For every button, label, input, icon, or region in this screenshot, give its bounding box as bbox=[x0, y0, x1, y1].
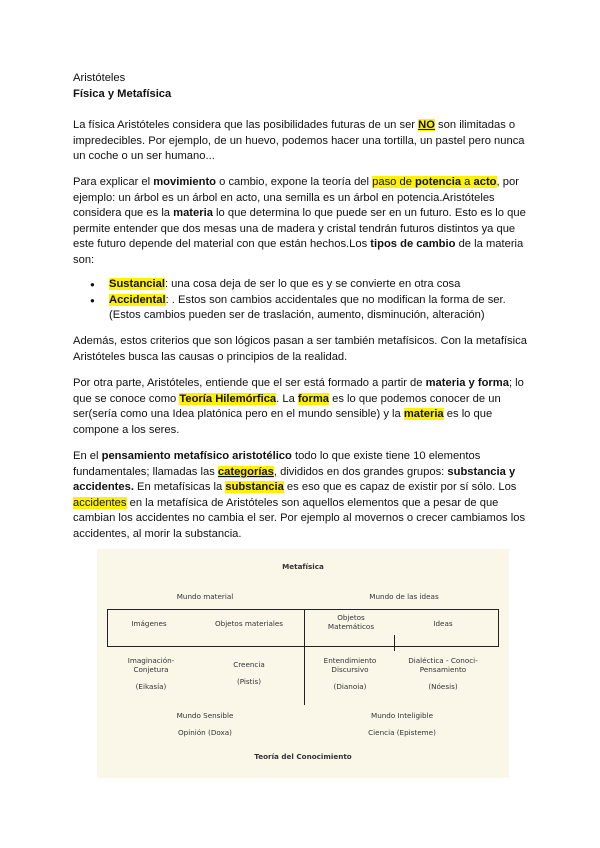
list-item bbox=[73, 293, 528, 324]
cell-dianoia-l2: Discursivo bbox=[331, 665, 369, 674]
cell-noesis-l2: Pensamiento bbox=[419, 665, 467, 674]
text-run: En metafísicas la bbox=[133, 481, 226, 494]
bold-acto: acto bbox=[473, 176, 497, 188]
text-run: La física Aristóteles considera que las posibilidades futuras de un ser bbox=[73, 119, 419, 131]
bold-movimiento: movimiento bbox=[153, 176, 217, 188]
text-run: es lo que podemos conocer de un ser(sería como una Idea platónica pero en el mundo sensible) y la bbox=[73, 392, 501, 421]
bold-potencia: potencia bbox=[415, 176, 462, 188]
term-accidental: Accidental bbox=[109, 293, 166, 306]
knowledge-theory-diagram bbox=[97, 549, 509, 778]
label-opinion-doxa: Opinión (Doxa) bbox=[178, 728, 232, 737]
divider-tick bbox=[394, 635, 395, 651]
highlight-substancia: substancia bbox=[225, 481, 284, 494]
text-run: todo lo que existe tiene 10 elementos fundamentales; llamadas las bbox=[73, 450, 481, 478]
text-run: de la materia son: bbox=[73, 238, 524, 266]
text-run: Para explicar el bbox=[73, 176, 154, 188]
cell-eikasia-l2: Conjetura bbox=[133, 665, 169, 674]
text-run: ; lo que se conoce como bbox=[73, 377, 524, 405]
text-run: lo que determina lo que puede ser en un futuro. Esto es lo que permite entender que dos mesas una de madera y cristal tendrán futuros distintos ya que este futuro depende del material con que están hechos.Los bbox=[73, 207, 526, 251]
highlight-teoria-hilemorfica: Teoría Hilemórfica bbox=[179, 392, 277, 405]
label-mundo-material: Mundo material bbox=[176, 592, 234, 601]
bold-pensamiento-metafisico: pensamiento metafísico aristotélico bbox=[101, 450, 292, 462]
author-line: Aristóteles bbox=[73, 72, 126, 84]
divider-center bbox=[304, 609, 305, 705]
text-run: a bbox=[461, 176, 474, 188]
text-run: : una cosa deja de ser lo que es y se convierte en otra cosa bbox=[164, 278, 461, 290]
document-title: Física y Metafísica bbox=[73, 88, 172, 100]
cell-dianoia-l1: Entendimiento bbox=[323, 656, 377, 665]
text-run: paso de bbox=[372, 176, 416, 188]
text-run: en la metafísica de Aristóteles son aquellos elementos que a pesar de que cambian los accidentes no cambia el ser. Por ejemplo al movernos o crecer cambiamos los accidentes, al morir la substancia. bbox=[73, 496, 526, 540]
text-run: : . Estos son cambios accidentales que no modifican la forma de ser. (Estos cambios pueden ser de traslación, aumento, disminución, alteración) bbox=[109, 293, 506, 322]
cell-objetos-matematicos: Objetos Matemáticos bbox=[327, 613, 375, 631]
cell-eikasia-l1: Imaginación- bbox=[127, 656, 175, 665]
term-sustancial: Sustancial bbox=[109, 278, 165, 290]
cell-eikasia-l3: (Eikasía) bbox=[135, 682, 167, 691]
highlight-paso bbox=[372, 176, 496, 188]
divider-middle bbox=[107, 646, 499, 647]
cell-imagenes: Imágenes bbox=[131, 619, 167, 628]
bold-materia: materia bbox=[173, 207, 213, 220]
highlight-no: NO bbox=[418, 119, 435, 131]
text-run: , divididos en dos grandes grupos: bbox=[273, 465, 448, 478]
divider-left-end bbox=[107, 609, 108, 646]
label-mundo-inteligible: Mundo Inteligible bbox=[370, 711, 434, 720]
text-run: o cambio, expone la teoría del bbox=[216, 176, 373, 188]
label-ciencia-episteme: Ciencia (Episteme) bbox=[368, 728, 436, 737]
text-run: es lo que compone a los seres. bbox=[73, 408, 493, 436]
bold-materia-y-forma: materia y forma bbox=[425, 377, 509, 389]
diagram-footer: Teoría del Conocimiento bbox=[254, 752, 352, 761]
label-mundo-ideas: Mundo de las ideas bbox=[369, 592, 439, 601]
paragraph-4 bbox=[73, 376, 528, 438]
cell-noesis-l1: Dialéctica - Conoci- bbox=[408, 656, 478, 665]
highlight-accidentes: accidentes bbox=[73, 496, 127, 509]
cell-pistis-l3: (Pistis) bbox=[236, 677, 262, 686]
paragraph-1 bbox=[73, 118, 528, 165]
text-run: En el bbox=[73, 450, 102, 462]
paragraph-5 bbox=[73, 449, 528, 543]
text-run: Por otra parte, Aristóteles, entiende que el ser está formado a partir de bbox=[73, 377, 426, 389]
highlight-forma: forma bbox=[297, 392, 330, 405]
bold-substancia-y-accidentes: substancia y accidentes. bbox=[73, 465, 516, 494]
list-item bbox=[73, 277, 528, 293]
paragraph-2 bbox=[73, 175, 528, 269]
divider-top bbox=[107, 609, 499, 610]
bold-tipos-de-cambio: tipos de cambio bbox=[370, 238, 456, 251]
paragraph-3: Además, estos criterios que son lógicos pasan a ser también metafísicos. Con la metafísica Aristóteles busca las causas o principios de la realidad. bbox=[73, 335, 527, 363]
label-mundo-sensible: Mundo Sensible bbox=[176, 711, 234, 720]
text-run: . La bbox=[276, 392, 298, 405]
divider-right-end bbox=[498, 609, 499, 646]
highlight-materia: materia bbox=[403, 408, 444, 421]
bullet-list bbox=[73, 277, 528, 324]
diagram-title: Metafísica bbox=[282, 562, 324, 571]
cell-noesis-l3: (Nóesis) bbox=[428, 682, 458, 691]
cell-objetos-materiales: Objetos materiales bbox=[214, 619, 284, 628]
text-run: son ilimitadas o impredecibles. Por ejemplo, de un huevo, podemos hacer una tortilla, un pastel pero nunca un coche o un ser humano... bbox=[73, 119, 525, 163]
cell-ideas: Ideas bbox=[433, 619, 453, 628]
cell-pistis-l1: Creencia bbox=[233, 660, 265, 669]
highlight-categorias: categorías bbox=[217, 465, 274, 478]
text-run: , por ejemplo: un árbol es un árbol en acto, una semilla es un árbol en potencia.Aristóteles considera que es la bbox=[73, 176, 519, 220]
text-run: es eso que es capaz de existir por sí sólo. Los bbox=[283, 481, 517, 494]
cell-dianoia-l3: (Dianoia) bbox=[333, 682, 367, 691]
